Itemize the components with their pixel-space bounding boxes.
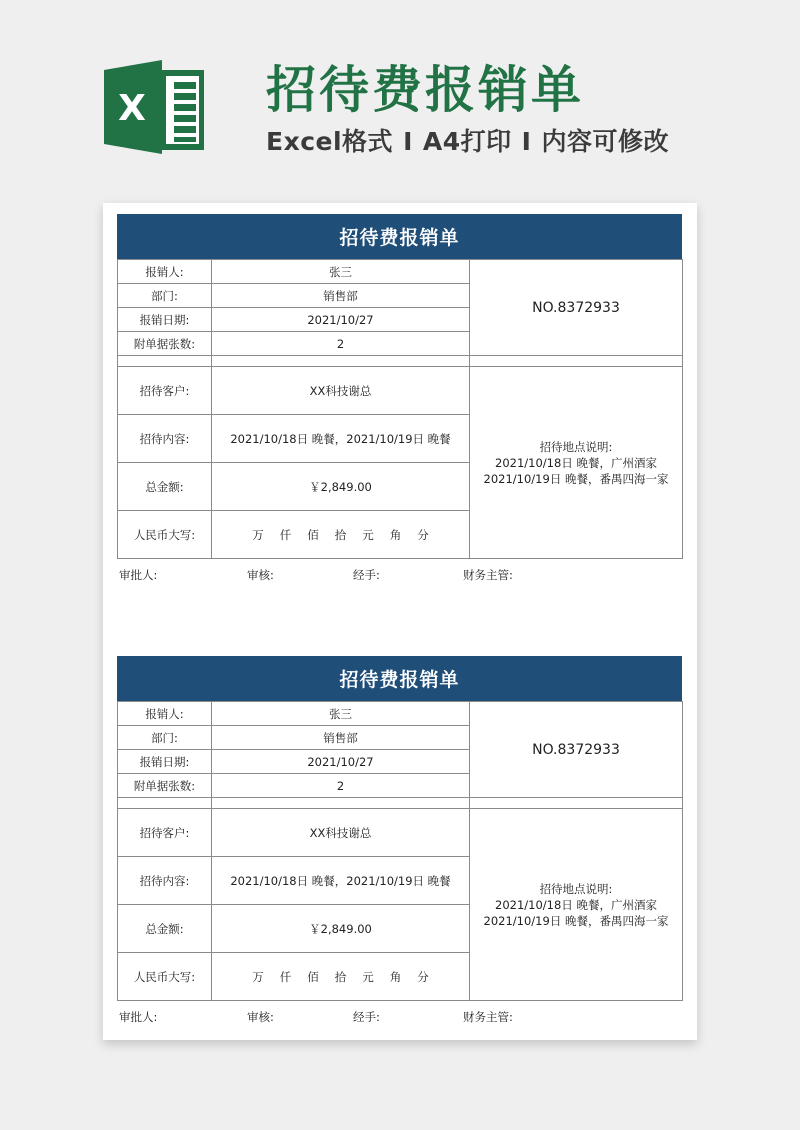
banner-title: 招待费报销单: [266, 61, 584, 119]
location-description[interactable]: [470, 367, 683, 559]
applicant-value[interactable]: 张三: [212, 702, 470, 726]
applicant-value[interactable]: 张三: [212, 260, 470, 284]
excel-logo-icon: [104, 60, 204, 154]
unit-fen: 分: [417, 527, 429, 542]
svg-text:X: X: [118, 88, 146, 129]
unit-wan: 万: [252, 527, 264, 542]
applicant-label: 报销人:: [118, 260, 212, 284]
spacer-cell: [212, 356, 470, 367]
reviewer-label: 审核:: [247, 568, 274, 582]
attachments-value[interactable]: 2: [212, 774, 470, 798]
unit-shi: 拾: [334, 969, 347, 984]
date-value[interactable]: 2021/10/27: [212, 308, 470, 332]
reviewer-label: 审核:: [247, 1010, 274, 1024]
attachments-value[interactable]: 2: [212, 332, 470, 356]
unit-qian: 仟: [279, 527, 292, 542]
banner-subtitle: [266, 126, 669, 158]
form-title: 招待费报销单: [117, 656, 682, 701]
content-label: 招待内容:: [118, 415, 212, 463]
location-line: 2021/10/19日 晚餐，番禺四海一家: [483, 913, 669, 928]
unit-bai: 佰: [307, 527, 319, 542]
signature-line: [117, 559, 682, 585]
date-label: 报销日期:: [118, 308, 212, 332]
rmb-label: 人民币大写:: [118, 953, 212, 1001]
client-label: 招待客户:: [118, 809, 212, 857]
spacer-cell: [118, 356, 212, 367]
finance-label: 财务主管:: [463, 568, 513, 582]
total-label: 总金额:: [118, 905, 212, 953]
form-table: [117, 259, 683, 559]
total-label: 总金额:: [118, 463, 212, 511]
banner: [0, 0, 800, 200]
handler-label: 经手:: [353, 1010, 380, 1024]
spacer-cell: [470, 356, 683, 367]
attachments-label: 附单据张数:: [118, 332, 212, 356]
location-line: 2021/10/18日 晚餐，广州酒家: [495, 897, 657, 912]
location-description[interactable]: [470, 809, 683, 1001]
unit-qian: 仟: [279, 969, 292, 984]
unit-jiao: 角: [389, 527, 402, 542]
content-value[interactable]: 2021/10/18日 晚餐，2021/10/19日 晚餐: [212, 857, 470, 905]
form-number[interactable]: NO.8372933: [470, 260, 683, 356]
form-table: [117, 701, 683, 1001]
client-label: 招待客户:: [118, 367, 212, 415]
location-line: 2021/10/19日 晚餐，番禺四海一家: [483, 471, 669, 486]
reimbursement-form-1: [117, 214, 682, 585]
signature-line: [117, 1001, 682, 1027]
subtitle-print: A4打印: [422, 127, 512, 156]
location-title: 招待地点说明:: [539, 881, 613, 896]
unit-yuan: 元: [362, 527, 374, 542]
date-value[interactable]: 2021/10/27: [212, 750, 470, 774]
spacer-cell: [118, 798, 212, 809]
applicant-label: 报销人:: [118, 702, 212, 726]
form-number[interactable]: NO.8372933: [470, 702, 683, 798]
rmb-units[interactable]: [212, 953, 470, 1001]
approver-label: 审批人:: [119, 568, 158, 582]
department-value[interactable]: 销售部: [212, 284, 470, 308]
subtitle-separator: I: [521, 127, 532, 156]
subtitle-separator: I: [403, 127, 413, 156]
date-label: 报销日期:: [118, 750, 212, 774]
handler-label: 经手:: [353, 568, 380, 582]
rmb-label: 人民币大写:: [118, 511, 212, 559]
spacer-cell: [470, 798, 683, 809]
unit-fen: 分: [417, 969, 429, 984]
unit-bai: 佰: [307, 969, 319, 984]
unit-yuan: 元: [362, 969, 374, 984]
location-title: 招待地点说明:: [539, 439, 613, 454]
spacer-cell: [212, 798, 470, 809]
reimbursement-form-2: [117, 656, 682, 1027]
location-line: 2021/10/18日 晚餐，广州酒家: [495, 455, 657, 470]
department-label: 部门:: [118, 284, 212, 308]
unit-wan: 万: [252, 969, 264, 984]
subtitle-editable: 内容可修改: [541, 127, 669, 156]
total-value[interactable]: ￥2,849.00: [212, 463, 470, 511]
unit-shi: 拾: [334, 527, 347, 542]
total-value[interactable]: ￥2,849.00: [212, 905, 470, 953]
content-value[interactable]: 2021/10/18日 晚餐，2021/10/19日 晚餐: [212, 415, 470, 463]
attachments-label: 附单据张数:: [118, 774, 212, 798]
subtitle-format: Excel格式: [266, 127, 394, 156]
department-value[interactable]: 销售部: [212, 726, 470, 750]
department-label: 部门:: [118, 726, 212, 750]
unit-jiao: 角: [389, 969, 402, 984]
form-title: 招待费报销单: [117, 214, 682, 259]
content-label: 招待内容:: [118, 857, 212, 905]
document-page: [103, 203, 697, 1040]
approver-label: 审批人:: [119, 1010, 158, 1024]
client-value[interactable]: XX科技谢总: [212, 809, 470, 857]
finance-label: 财务主管:: [463, 1010, 513, 1024]
client-value[interactable]: XX科技谢总: [212, 367, 470, 415]
rmb-units[interactable]: [212, 511, 470, 559]
